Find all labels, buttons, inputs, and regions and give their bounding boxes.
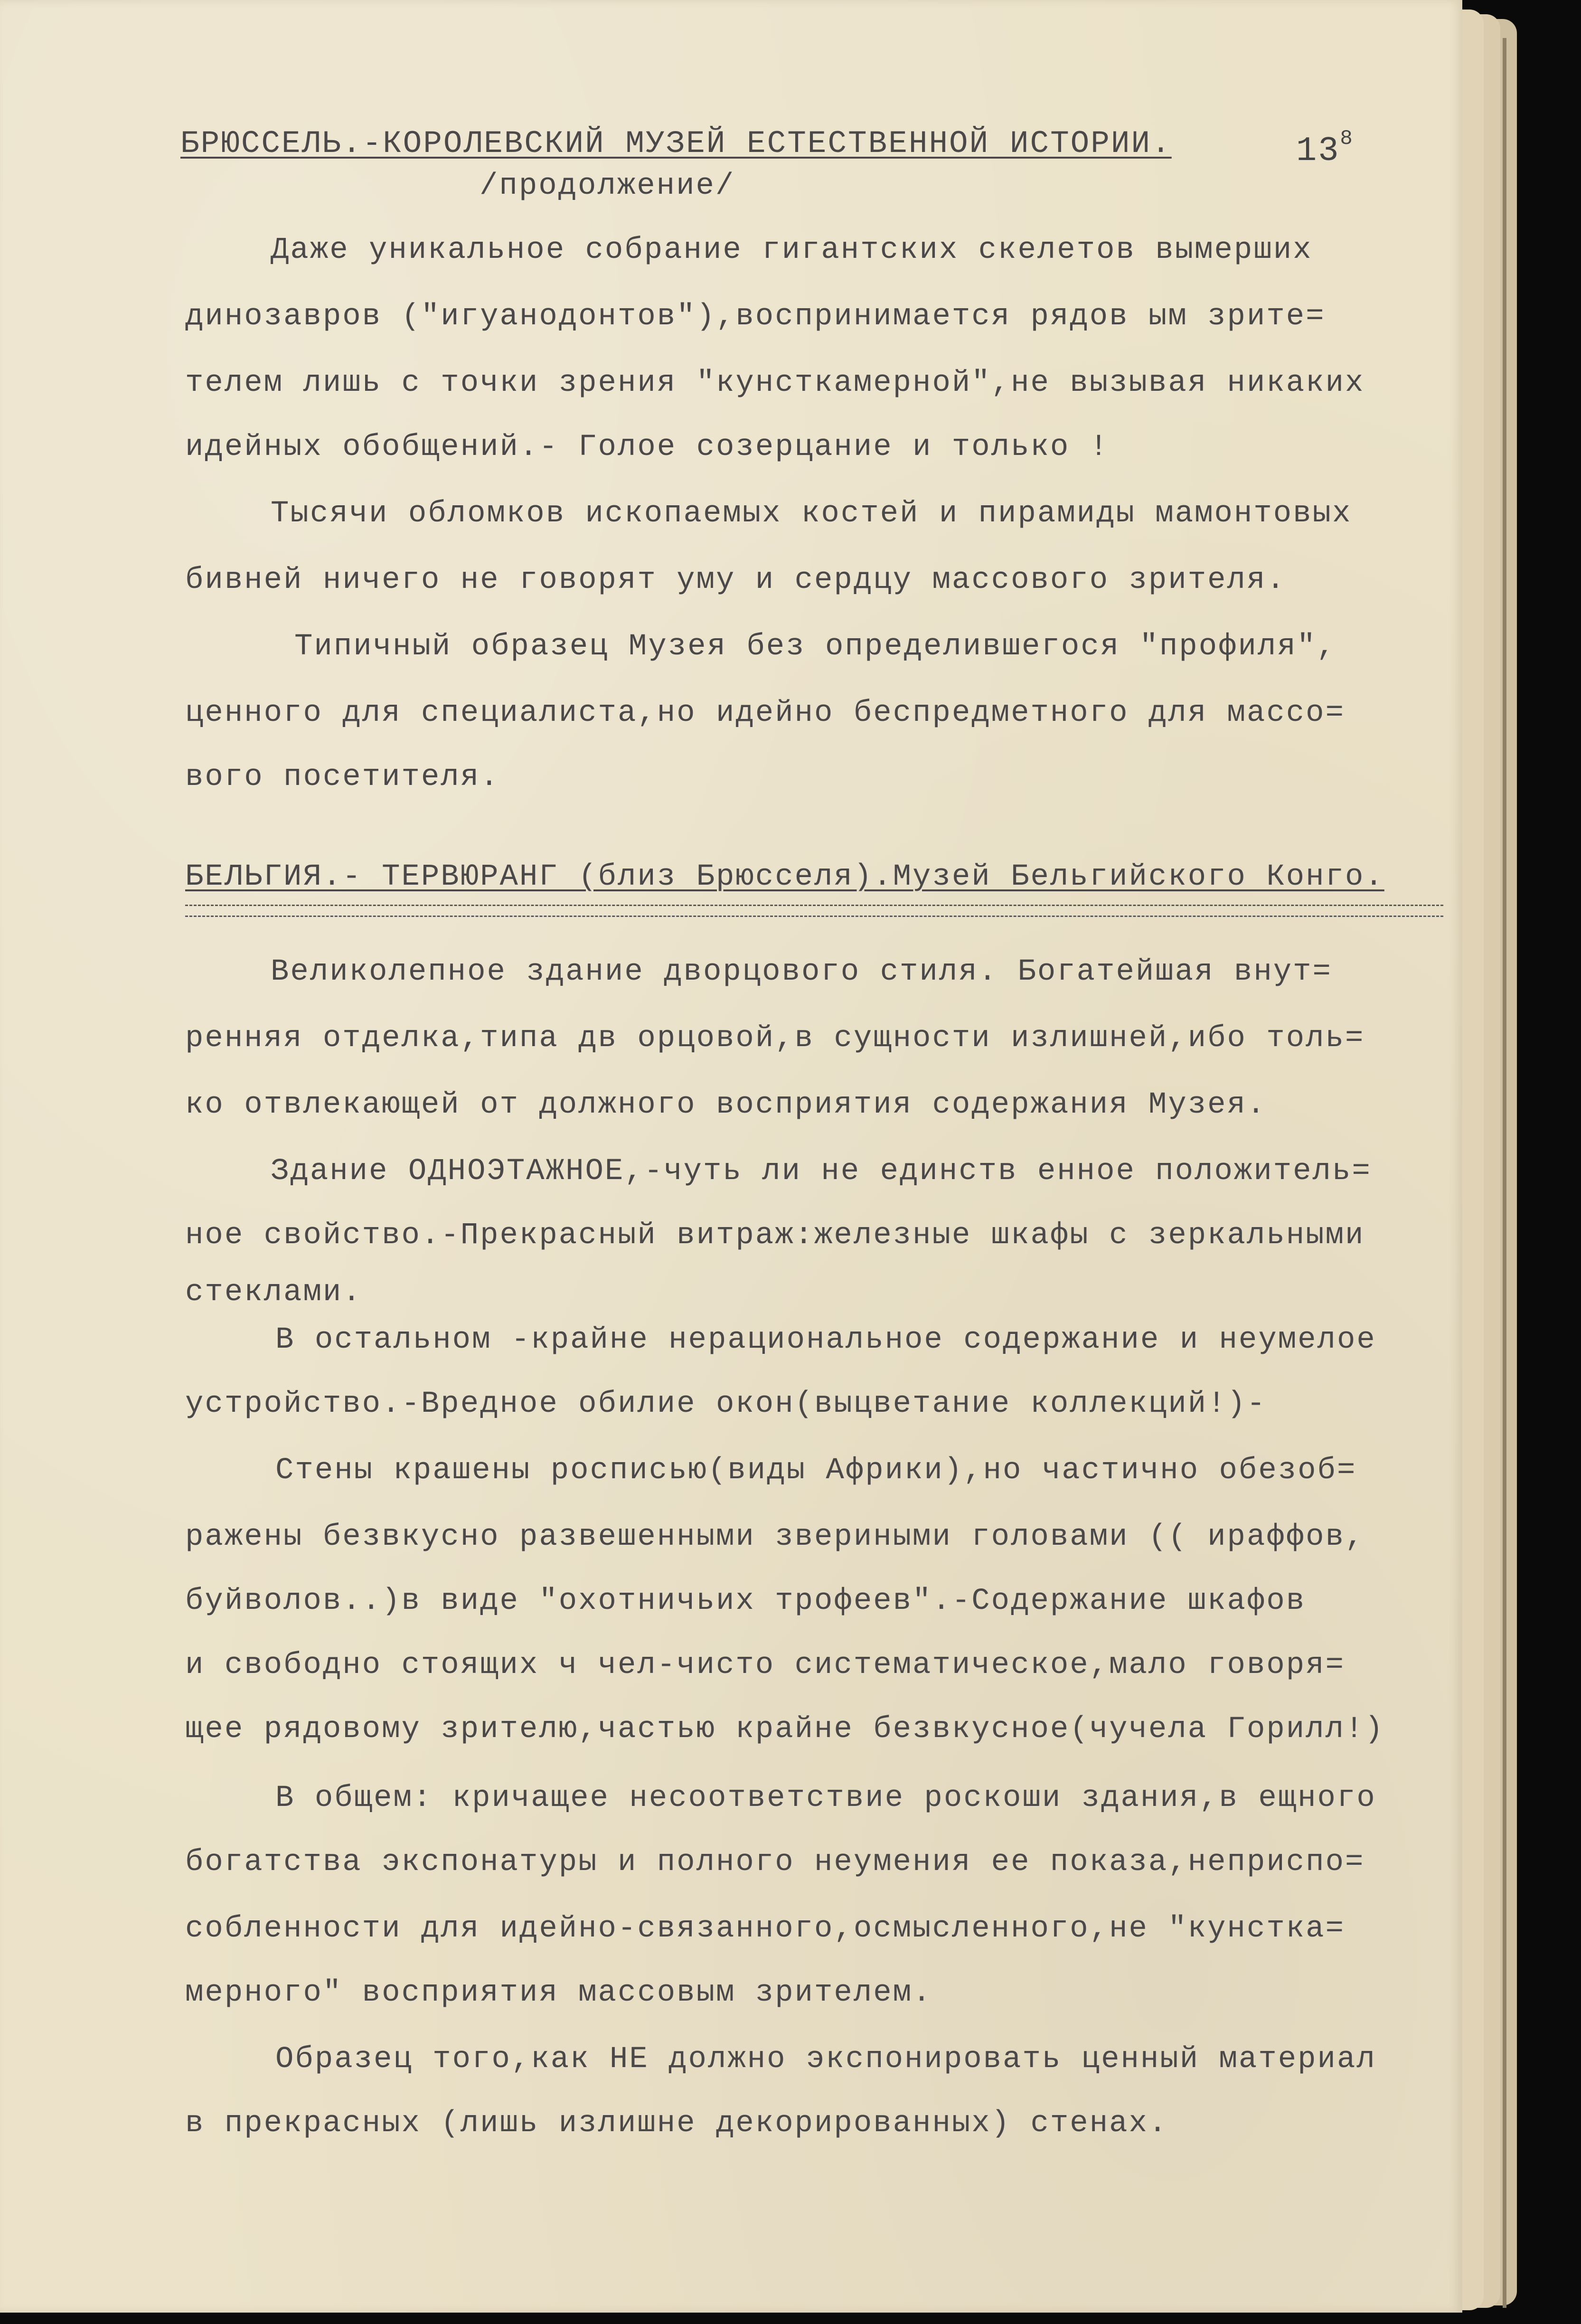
section2-line-4: Здание ОДНОЭТАЖНОЕ,-чуть ли не единств енное положитель= (271, 1154, 1372, 1189)
section1-line-8: ценного для специалиста,но идейно беспредметного для массо= (185, 696, 1345, 730)
section2-line-12: и свободно стоящих ч чел-чисто систематическое,мало говоря= (185, 1648, 1345, 1682)
section2-line-19: в прекрасных (лишь излишне декорированных) стенах. (185, 2107, 1168, 2141)
section2-line-6: стеклами. (185, 1275, 362, 1310)
section1-line-7: Типичный образец Музея без определившегося "профиля", (294, 630, 1336, 664)
section1-line-2: динозавров ("игуанодонтов"),воспринимается рядов ым зрите= (185, 300, 1326, 334)
section2-line-13: щее рядовому зрителю,частью крайне безвкусное(чучела Горилл!) (185, 1712, 1384, 1747)
section2-line-7: В остальном -крайне нерациональное содержание и неумелое (275, 1323, 1376, 1357)
section2-line-18: Образец того,как НЕ должно экспонировать ценный материал (275, 2042, 1376, 2077)
section2-line-14: В общем: кричащее несоответствие роскоши здания,в ещного (275, 1781, 1376, 1815)
section2-line-2: ренняя отделка,типа дв орцовой,в сущности излишней,ибо толь= (185, 1021, 1365, 1056)
section1-line-5: Тысячи обломков ископаемых костей и пирамиды мамонтовых (271, 497, 1352, 531)
section2-line-3: ко отвлекающей от должного восприятия содержания Музея. (185, 1088, 1267, 1122)
section1-line-3: телем лишь с точки зрения "кунсткамерной",не вызывая никаких (185, 366, 1365, 400)
header-subtitle: /продолжение/ (480, 169, 735, 203)
section2-line-11: буйволов..)в виде "охотничьих трофеев".-Содержание шкафов (185, 1584, 1306, 1618)
section2-heading: БЕЛЬГИЯ.- ТЕРВЮРАНГ (близ Брюсселя).Музей Бельгийского Конго. (185, 860, 1384, 894)
section1-line-9: вого посетителя. (185, 760, 500, 794)
section1-line-4: идейных обобщений.- Голое созерцание и только ! (185, 430, 1110, 464)
page-number-superscript: 8 (1340, 127, 1354, 151)
page-edge-shadow (1503, 38, 1506, 2308)
heading-double-rule (185, 905, 1443, 917)
page-number-main: 13 (1296, 132, 1340, 170)
page-number (1296, 128, 1354, 168)
section2-line-9: Стены крашены росписью(виды Африки),но частично обезоб= (275, 1454, 1357, 1488)
section2-line-17: мерного" восприятия массовым зрителем. (185, 1976, 932, 2010)
section2-line-1: Великолепное здание дворцового стиля. Богатейшая внут= (271, 955, 1332, 989)
header-title: БРЮССЕЛЬ.-КОРОЛЕВСКИЙ МУЗЕЙ ЕСТЕСТВЕННОЙ ИСТОРИИ. (180, 126, 1172, 161)
section2-line-16: собленности для идейно-связанного,осмысленного,не "кунстка= (185, 1912, 1345, 1946)
section2-line-8: устройство.-Вредное обилие окон(выцветание коллекций!)- (185, 1387, 1267, 1421)
section2-line-15: богатства экспонатуры и полного неумения ее показа,неприспо= (185, 1845, 1365, 1880)
section1-line-1: Даже уникальное собрание гигантских скелетов вымерших (271, 233, 1313, 267)
section1-line-6: бивней ничего не говорят уму и сердцу массового зрителя. (185, 563, 1286, 597)
section2-line-10: ражены безвкусно развешенными звериными головами (( ираффов, (185, 1520, 1365, 1554)
section2-line-5: ное свойство.-Прекрасный витраж:железные шкафы с зеркальными (185, 1219, 1365, 1253)
